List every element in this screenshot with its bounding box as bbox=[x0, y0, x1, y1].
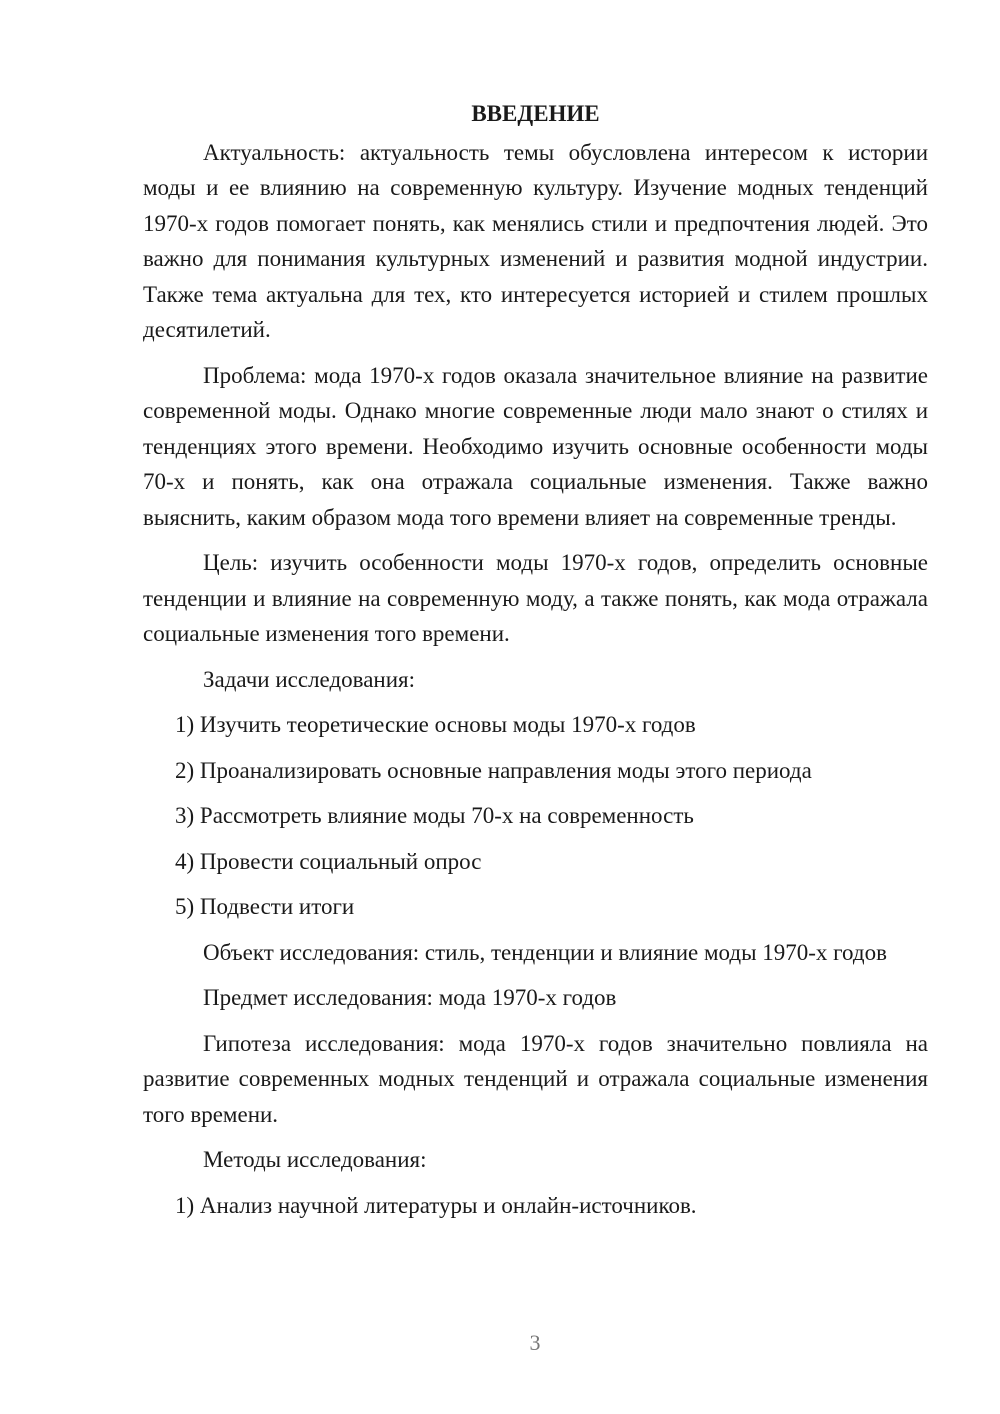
problem-paragraph: Проблема: мода 1970-х годов оказала значительное влияние на развитие современной моды. Однако многие современные люди мало знают о стилях и тенденциях этого времени. Необходимо изучить основные особенности моды 70-х и понять, как она отражала социальные изменения. Также важно выяснить, каким образом мода того времени влияет на современные тренды. bbox=[143, 362, 928, 530]
tasks-label: Задачи исследования: bbox=[203, 666, 416, 692]
task-item: 1) Изучить теоретические основы моды 1970-х годов bbox=[175, 712, 696, 737]
task-item: 2) Проанализировать основные направления моды этого периода bbox=[175, 757, 812, 783]
method-item: 1) Анализ научной литературы и онлайн-источников. bbox=[175, 1192, 697, 1218]
subject-paragraph: Предмет исследования: мода 1970-х годов bbox=[203, 985, 617, 1010]
object-paragraph: Объект исследования: стиль, тенденции и влияние моды 1970-х годов bbox=[203, 939, 887, 965]
document-page bbox=[143, 96, 928, 1233]
methods-label: Методы исследования: bbox=[203, 1147, 427, 1172]
task-item: 4) Провести социальный опрос bbox=[175, 848, 482, 874]
goal-paragraph: Цель: изучить особенности моды 1970-х годов, определить основные тенденции и влияние на современную моду, а также понять, как мода отражала социальные изменения того времени. bbox=[143, 550, 928, 646]
page-number: 3 bbox=[529, 1330, 541, 1355]
tasks-list bbox=[143, 707, 928, 925]
task-item: 5) Подвести итоги bbox=[175, 894, 355, 919]
task-item: 3) Рассмотреть влияние моды 70-х на современность bbox=[175, 803, 694, 828]
relevance-paragraph: Актуальность: актуальность темы обусловлена интересом к истории моды и ее влиянию на современную культуру. Изучение модных тенденций 1970-х годов помогает понять, как менялись стили и предпочтения людей. Это важно для понимания культурных изменений и развития модной индустрии. Также тема актуальна для тех, кто интересуется историей и стилем прошлых десятилетий. bbox=[143, 139, 928, 342]
section-title: ВВЕДЕНИЕ bbox=[471, 101, 600, 126]
hypothesis-paragraph: Гипотеза исследования: мода 1970-х годов значительно повлияла на развитие современных модных тенденций и отражала социальные изменения того времени. bbox=[143, 1030, 928, 1127]
methods-list bbox=[143, 1188, 928, 1224]
